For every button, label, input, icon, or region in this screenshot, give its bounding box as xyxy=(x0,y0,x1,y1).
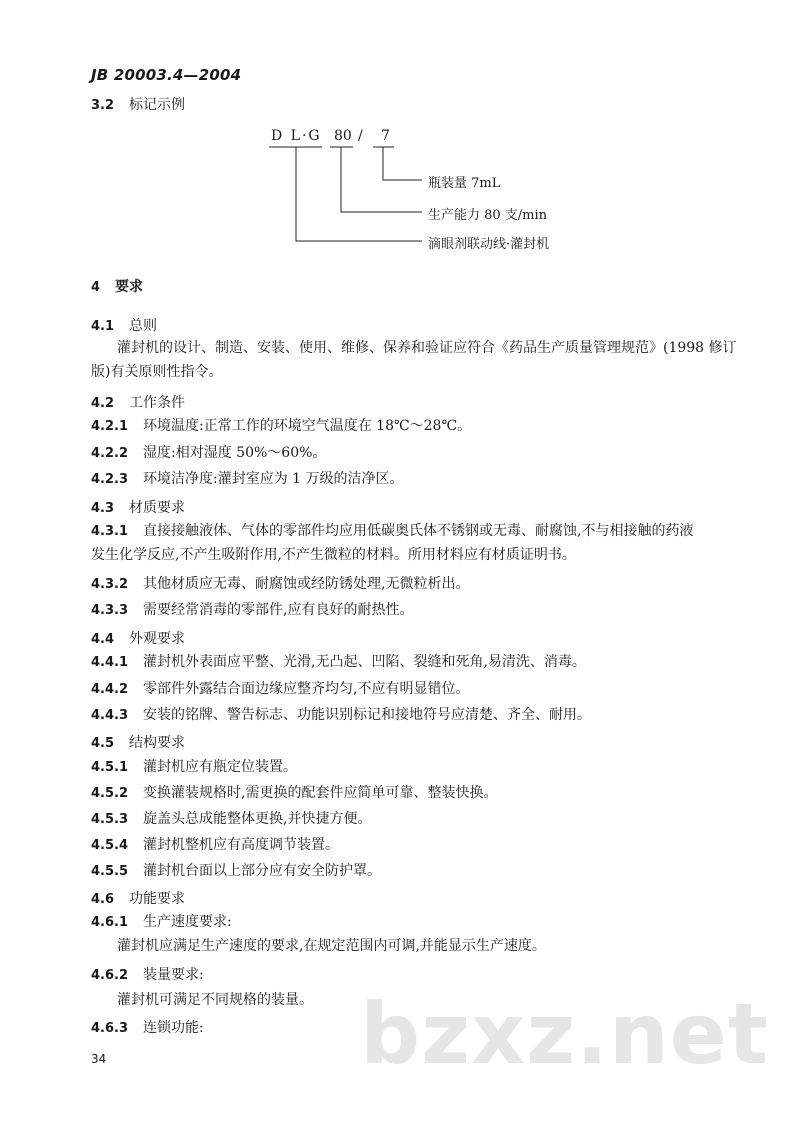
section-title: 工作条件 xyxy=(129,395,185,411)
clause-4-4-3 xyxy=(91,703,591,728)
clause-text: 湿度:相对湿度 50%～60%。 xyxy=(143,445,327,461)
section-title: 功能要求 xyxy=(129,891,185,907)
clause-4-3-2 xyxy=(91,572,469,597)
document-header: JB 20003.4—2004 xyxy=(91,66,242,84)
label-volume: 瓶装量 7mL xyxy=(428,176,501,191)
section-4-4 xyxy=(91,628,185,648)
section-title: 结构要求 xyxy=(129,735,185,751)
paragraph-4-1-line1: 灌封机的设计、制造、安装、使用、维修、保养和验证应符合《药品生产质量管理规范》(1998 修订 xyxy=(117,340,737,356)
clause-4-3-1 xyxy=(91,519,693,544)
section-title: 材质要求 xyxy=(129,500,185,516)
clause-number: 4.6.2 xyxy=(91,968,129,983)
clause-4-6-1-body: 灌封机应满足生产速度的要求,在规定范围内可调,并能显示生产速度。 xyxy=(117,938,546,954)
label-capacity: 生产能力 80 支/min xyxy=(428,208,548,223)
clause-4-5-4 xyxy=(91,833,339,858)
clause-text: 直接接触液体、气体的零部件均应用低碳奥氏体不锈钢或无毒、耐腐蚀,不与相接触的药液 xyxy=(143,523,694,539)
code-dlg: D L·G xyxy=(271,128,322,144)
clause-text: 环境洁净度:灌封室应为 1 万级的洁净区。 xyxy=(143,471,404,487)
watermark: bzxz.net xyxy=(360,985,769,1083)
paragraph-4-1-line2: 版)有关原则性指令。 xyxy=(91,364,223,380)
clause-number: 4.4.1 xyxy=(91,655,129,670)
clause-4-5-2 xyxy=(91,781,497,806)
label-machine: 滴眼剂联动线·灌封机 xyxy=(428,237,550,252)
clause-text: 安装的铭牌、警告标志、功能识别标记和接地符号应清楚、齐全、耐用。 xyxy=(143,707,591,723)
clause-4-2-1 xyxy=(91,414,471,439)
clause-4-2-2 xyxy=(91,441,326,466)
clause-number: 4.2.1 xyxy=(91,419,129,434)
clause-number: 4.5.2 xyxy=(91,786,129,801)
section-4-3 xyxy=(91,497,185,517)
code-7: 7 xyxy=(381,128,390,144)
code-slash: / xyxy=(358,128,363,144)
clause-4-6-3 xyxy=(91,1016,204,1041)
clause-4-4-2 xyxy=(91,677,469,702)
section-title: 要求 xyxy=(115,279,143,295)
clause-text: 环境温度:正常工作的环境空气温度在 18℃～28℃。 xyxy=(143,418,472,434)
page-number: 34 xyxy=(91,1052,107,1066)
clause-text: 其他材质应无毒、耐腐蚀或经防锈处理,无微粒析出。 xyxy=(143,576,470,592)
section-number: 4.4 xyxy=(91,632,115,647)
section-4-6 xyxy=(91,888,185,908)
section-number: 4.1 xyxy=(91,319,115,334)
section-4-5 xyxy=(91,732,185,752)
clause-number: 4.3.1 xyxy=(91,524,129,539)
clause-number: 4.6.3 xyxy=(91,1021,129,1036)
section-number: 4.3 xyxy=(91,501,115,516)
section-4-2 xyxy=(91,392,185,412)
clause-4-5-5 xyxy=(91,859,381,884)
clause-number: 4.2.2 xyxy=(91,446,129,461)
clause-4-6-1 xyxy=(91,910,232,935)
section-number: 4.2 xyxy=(91,396,115,411)
clause-text: 灌封机台面以上部分应有安全防护罩。 xyxy=(143,863,381,879)
clause-4-2-3 xyxy=(91,467,404,492)
section-4-1 xyxy=(91,315,157,335)
clause-4-5-1 xyxy=(91,755,297,780)
clause-number: 4.3.3 xyxy=(91,603,129,618)
clause-text: 灌封机应有瓶定位装置。 xyxy=(143,759,297,775)
clause-number: 4.5.5 xyxy=(91,864,129,879)
section-4 xyxy=(91,276,143,296)
clause-4-3-1-cont: 发生化学反应,不产生吸附作用,不产生微粒的材料。所用材料应有材质证明书。 xyxy=(91,547,576,563)
section-number: 4 xyxy=(91,280,101,295)
clause-text: 灌封机整机应有高度调节装置。 xyxy=(143,837,339,853)
clause-text: 变换灌装规格时,需更换的配套件应简单可靠、整装快换。 xyxy=(143,785,498,801)
clause-text: 灌封机外表面应平整、光滑,无凸起、凹陷、裂缝和死角,易清洗、消毒。 xyxy=(143,654,586,670)
clause-number: 4.5.4 xyxy=(91,838,129,853)
clause-text: 旋盖头总成能整体更换,并快捷方便。 xyxy=(143,811,372,827)
clause-text: 需要经常消毒的零部件,应有良好的耐热性。 xyxy=(143,602,414,618)
clause-number: 4.4.3 xyxy=(91,708,129,723)
clause-number: 4.6.1 xyxy=(91,915,129,930)
clause-number: 4.2.3 xyxy=(91,472,129,487)
clause-number: 4.5.3 xyxy=(91,812,129,827)
clause-4-3-3 xyxy=(91,598,413,623)
clause-4-5-3 xyxy=(91,807,371,832)
section-number: 4.5 xyxy=(91,736,115,751)
section-number: 3.2 xyxy=(91,98,115,113)
section-title: 总则 xyxy=(129,318,157,334)
code-80: 80 xyxy=(334,128,352,144)
clause-4-6-2 xyxy=(91,963,204,988)
clause-4-6-2-body: 灌封机可满足不同规格的装量。 xyxy=(117,992,313,1008)
clause-text: 装量要求: xyxy=(143,967,204,983)
clause-4-4-1 xyxy=(91,650,586,675)
clause-text: 连锁功能: xyxy=(143,1020,204,1036)
section-title: 标记示例 xyxy=(129,97,185,113)
clause-number: 4.5.1 xyxy=(91,760,129,775)
clause-text: 零部件外露结合面边缘应整齐均匀,不应有明显错位。 xyxy=(143,681,470,697)
section-title: 外观要求 xyxy=(129,631,185,647)
clause-number: 4.3.2 xyxy=(91,577,129,592)
section-number: 4.6 xyxy=(91,892,115,907)
clause-text: 生产速度要求: xyxy=(143,914,232,930)
clause-number: 4.4.2 xyxy=(91,682,129,697)
